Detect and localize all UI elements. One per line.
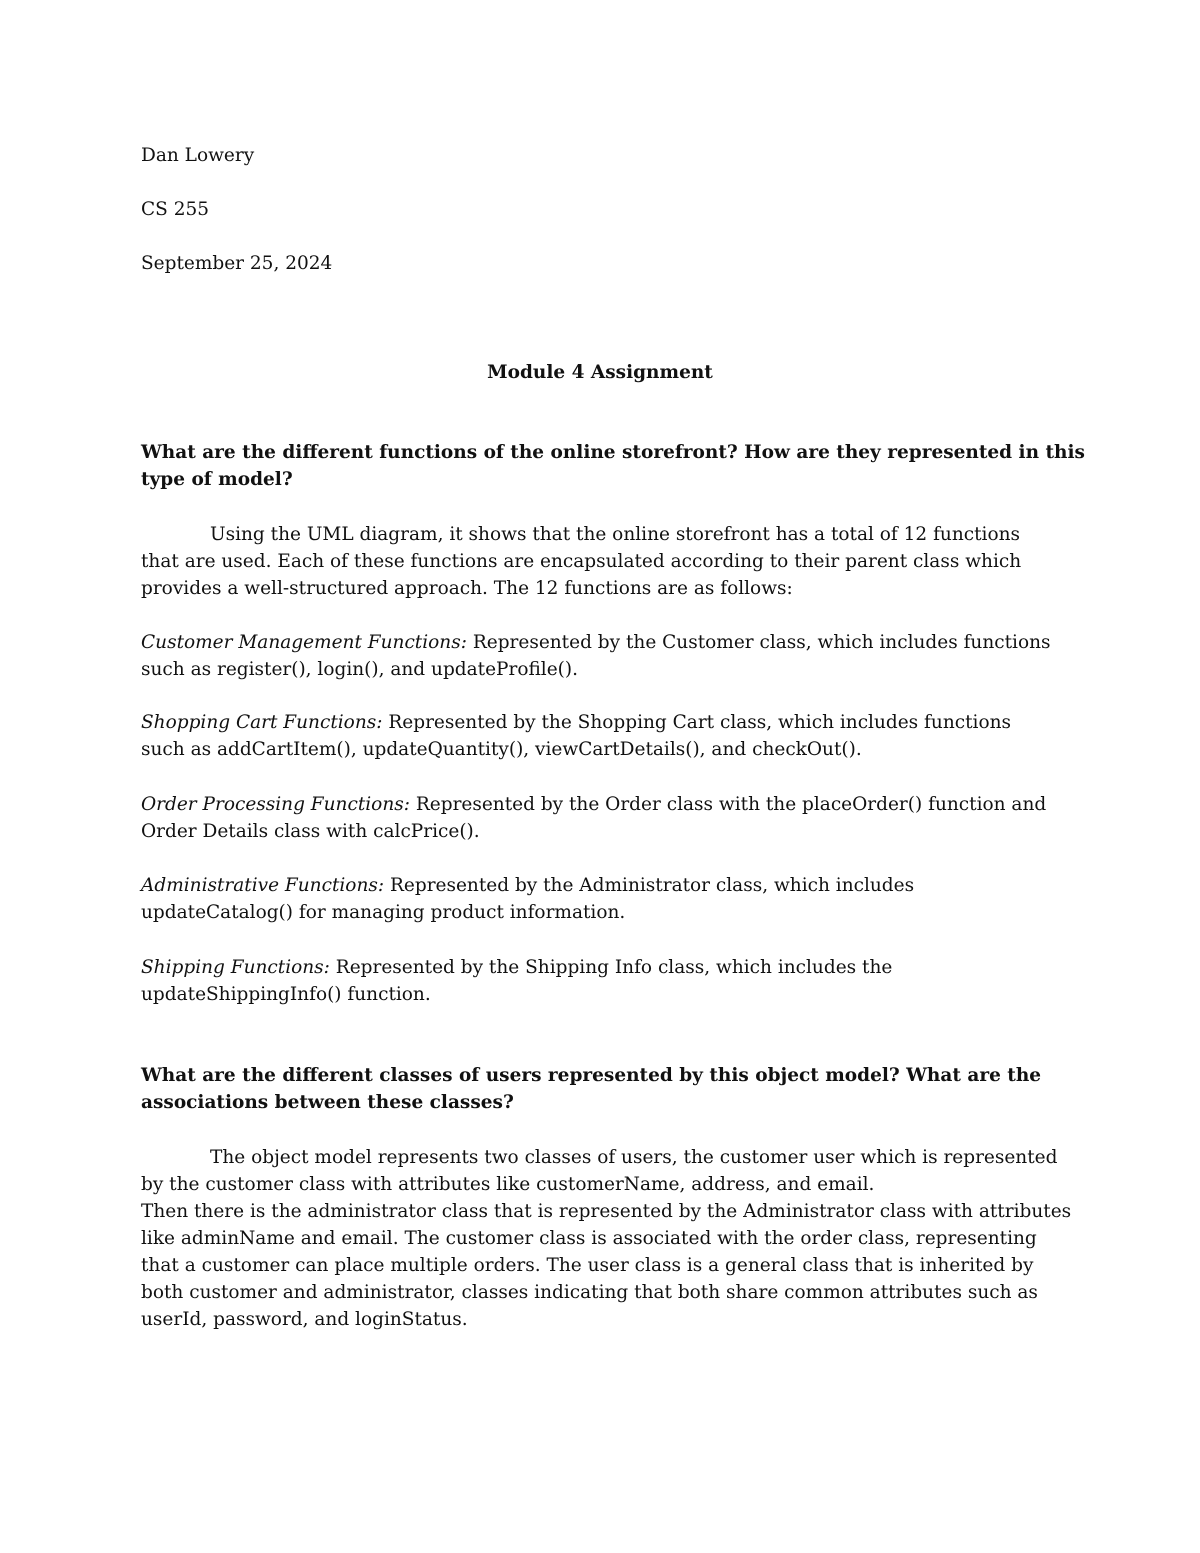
function-item-description: Represented by the Shopping Cart class, which includes functions <box>382 712 1011 733</box>
answer-line-2: by the customer class with attributes like customerName, address, and email. <box>141 1174 875 1195</box>
intro-line-3: provides a well-structured approach. The 12 functions are as follows: <box>141 578 793 599</box>
function-item-description: Represented by the Administrator class, which includes <box>384 875 915 896</box>
page-title: Module 4 Assignment <box>487 362 713 383</box>
answer-line-6: both customer and administrator, classes indicating that both share common attributes such as <box>141 1282 1038 1303</box>
function-item-detail: updateCatalog() for managing product information. <box>141 902 626 923</box>
function-item-detail: such as register(), login(), and updateProfile(). <box>141 659 578 680</box>
answer-line-1: The object model represents two classes of users, the customer user which is represented <box>210 1147 1058 1168</box>
function-item <box>141 709 1011 763</box>
course-code: CS 255 <box>141 199 210 220</box>
question-1-line-2: type of model? <box>141 469 293 490</box>
function-item-description: Represented by the Customer class, which includes functions <box>466 632 1051 653</box>
function-item-detail: updateShippingInfo() function. <box>141 984 431 1005</box>
intro-line-2: that are used. Each of these functions are encapsulated according to their parent class which <box>141 551 1022 572</box>
intro-line-1: Using the UML diagram, it shows that the online storefront has a total of 12 functions <box>210 524 1021 545</box>
answer-line-7: userId, password, and loginStatus. <box>141 1309 468 1330</box>
function-item <box>141 954 892 1008</box>
question-1-intro <box>141 521 1021 602</box>
answer-line-5: that a customer can place multiple orders. The user class is a general class that is inherited by <box>141 1255 1034 1276</box>
answer-line-3: Then there is the administrator class that is represented by the Administrator class with attributes <box>141 1201 1072 1222</box>
function-item-detail: such as addCartItem(), updateQuantity(), viewCartDetails(), and checkOut(). <box>141 739 862 760</box>
function-item-label: Customer Management Functions: <box>141 632 467 653</box>
function-item-description: Represented by the Order class with the placeOrder() function and <box>409 794 1047 815</box>
function-item <box>141 872 914 926</box>
question-2-answer <box>141 1144 1071 1333</box>
function-item-detail: Order Details class with calcPrice(). <box>141 821 480 842</box>
question-1-heading <box>141 439 1085 493</box>
function-item-label: Shipping Functions: <box>141 957 330 978</box>
question-1-line-1: What are the different functions of the online storefront? How are they represented in this <box>141 442 1085 463</box>
function-item-label: Shopping Cart Functions: <box>141 712 383 733</box>
function-item-label: Administrative Functions: <box>141 875 385 896</box>
question-2-line-2: associations between these classes? <box>141 1092 514 1113</box>
question-2-line-1: What are the different classes of users represented by this object model? What are the <box>141 1065 1042 1086</box>
function-item <box>141 629 1051 683</box>
function-item-label: Order Processing Functions: <box>141 794 410 815</box>
assignment-date: September 25, 2024 <box>141 253 333 274</box>
author-name: Dan Lowery <box>141 145 255 166</box>
question-2-heading <box>141 1062 1041 1116</box>
function-item <box>141 791 1046 845</box>
answer-line-4: like adminName and email. The customer class is associated with the order class, representing <box>141 1228 1037 1249</box>
function-item-description: Represented by the Shipping Info class, which includes the <box>329 957 893 978</box>
